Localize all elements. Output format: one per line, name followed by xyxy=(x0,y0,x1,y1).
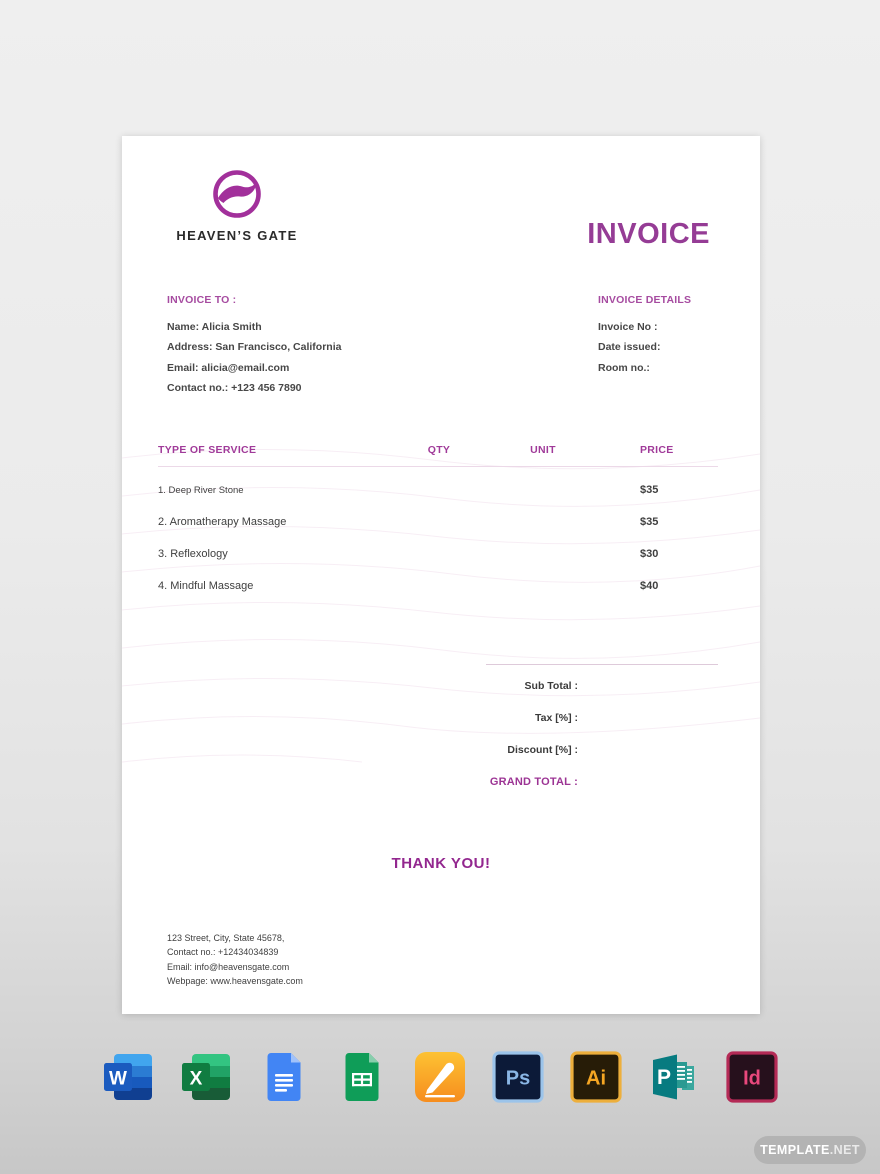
pages-icon xyxy=(414,1051,466,1103)
table-row xyxy=(158,538,718,570)
word-letter: W xyxy=(109,1068,127,1090)
indesign-icon xyxy=(726,1051,778,1103)
excel-letter: X xyxy=(189,1068,203,1090)
table-row xyxy=(158,474,718,506)
watermark-brand: TEMPLATE xyxy=(760,1143,830,1157)
footer-contact-block xyxy=(167,931,303,989)
invoice-to-heading: INVOICE TO : xyxy=(167,294,237,306)
brand-block xyxy=(167,169,307,243)
invoice-to-address: Address: San Francisco, California xyxy=(167,341,342,354)
wave-circle-logo-icon xyxy=(212,169,262,219)
app-icon-microsoft-excel[interactable] xyxy=(180,1051,232,1103)
column-header-price: PRICE xyxy=(640,444,674,456)
photoshop-icon xyxy=(492,1051,544,1103)
google-docs-icon xyxy=(258,1051,310,1103)
indesign-letters: Id xyxy=(743,1067,761,1090)
invoice-number-label: Invoice No : xyxy=(598,321,658,333)
watermark-suffix: .NET xyxy=(829,1143,860,1157)
service-table xyxy=(158,443,718,602)
totals-divider xyxy=(486,664,718,665)
service-price: $40 xyxy=(640,580,659,592)
app-icon-apple-pages[interactable] xyxy=(414,1051,466,1103)
footer-address: 123 Street, City, State 45678, xyxy=(167,933,285,943)
date-issued-label: Date issued: xyxy=(598,341,661,354)
service-name: 1. Deep River Stone xyxy=(158,484,244,496)
service-name: 3. Reflexology xyxy=(158,548,228,560)
table-row xyxy=(158,506,718,538)
service-table-header xyxy=(158,443,718,457)
invoice-title: INVOICE xyxy=(587,218,710,250)
footer-webpage: Webpage: www.heavensgate.com xyxy=(167,976,303,987)
thank-you-message: THANK YOU! xyxy=(391,855,491,872)
service-price: $35 xyxy=(640,484,659,496)
service-table-body xyxy=(158,474,718,602)
column-header-unit: UNIT xyxy=(530,444,556,456)
word-icon xyxy=(102,1051,154,1103)
service-price: $35 xyxy=(640,516,659,528)
table-row xyxy=(158,570,718,602)
invoice-details-heading: INVOICE DETAILS xyxy=(598,294,692,306)
invoice-to-name: Name: Alicia Smith xyxy=(167,321,262,333)
illustrator-letters: Ai xyxy=(586,1067,606,1090)
room-number-label: Room no.: xyxy=(598,361,650,374)
available-formats-row xyxy=(0,1051,880,1103)
service-name: 4. Mindful Massage xyxy=(158,580,254,592)
template-net-watermark[interactable] xyxy=(754,1136,866,1164)
footer-contact: Contact no.: +12434034839 xyxy=(167,947,279,958)
illustrator-icon xyxy=(570,1051,622,1103)
google-sheets-icon xyxy=(336,1051,388,1103)
app-icon-adobe-illustrator[interactable] xyxy=(570,1051,622,1103)
invoice-to-contact: Contact no.: +123 456 7890 xyxy=(167,381,302,394)
invoice-to-section xyxy=(167,294,341,398)
publisher-icon xyxy=(648,1051,700,1103)
brand-name: HEAVEN’S GATE xyxy=(176,228,298,243)
excel-icon xyxy=(180,1051,232,1103)
tax-label: Tax [%] : xyxy=(535,712,578,724)
totals-section xyxy=(167,664,718,798)
service-price: $30 xyxy=(640,548,659,560)
subtotal-label: Sub Total : xyxy=(524,680,578,692)
invoice-to-email: Email: alicia@email.com xyxy=(167,361,290,374)
invoice-document xyxy=(122,136,760,1014)
discount-label: Discount [%] : xyxy=(507,744,578,756)
app-icon-microsoft-publisher[interactable] xyxy=(648,1051,700,1103)
app-icon-adobe-indesign[interactable] xyxy=(726,1051,778,1103)
column-header-qty: QTY xyxy=(427,444,451,456)
grand-total-label: GRAND TOTAL : xyxy=(489,776,578,788)
photoshop-letters: Ps xyxy=(505,1067,531,1090)
app-icon-adobe-photoshop[interactable] xyxy=(492,1051,544,1103)
column-header-service: TYPE OF SERVICE xyxy=(158,444,257,456)
app-icon-google-sheets[interactable] xyxy=(336,1051,388,1103)
footer-email: Email: info@heavensgate.com xyxy=(167,961,290,972)
app-icon-google-docs[interactable] xyxy=(258,1051,310,1103)
service-name: 2. Aromatherapy Massage xyxy=(158,516,287,528)
invoice-details-section xyxy=(598,294,691,378)
publisher-letter: P xyxy=(656,1066,672,1089)
table-header-divider xyxy=(158,466,718,467)
app-icon-microsoft-word[interactable] xyxy=(102,1051,154,1103)
